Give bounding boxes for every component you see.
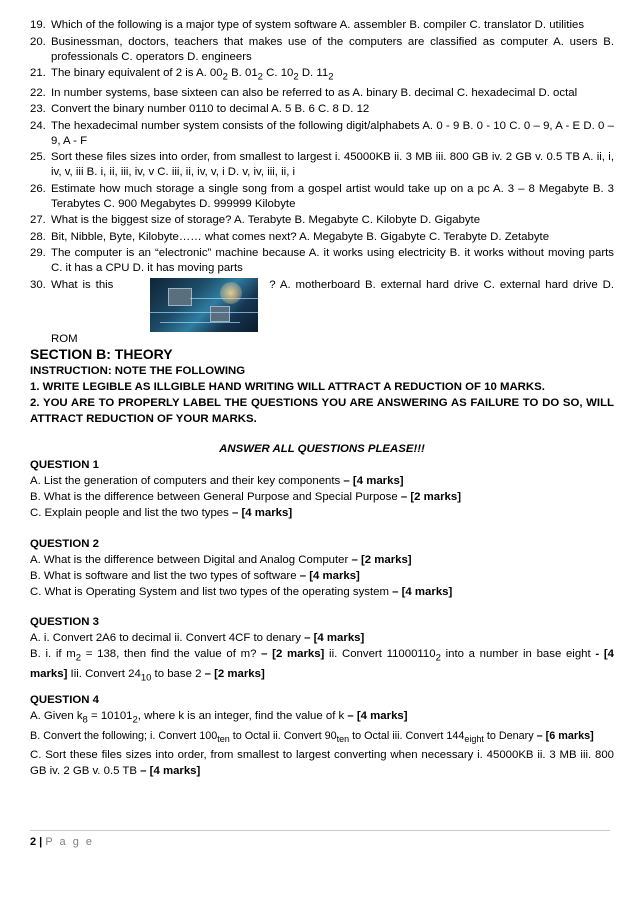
question-21: 21. The binary equivalent of 2 is A. $00_2$ B. $01_2$ C. $10_2$ D. $11_2$ (30, 67, 334, 83)
question-2c: C. What is Operating System and list two types of the operating system – [4 marks] (30, 586, 453, 598)
answer-all-note: ANSWER ALL QUESTIONS PLEASE!!! (219, 443, 425, 455)
question-19: 19. Which of the following is a major type of system software A. assembler B. compiler C. translator D. utilities (30, 19, 585, 31)
question-4c: C. Sort these files sizes into order, from smallest to largest converting when necessary i. 45000KB ii. 3 MB iii. 800 GB iv. 2 GB v. 0.5 TB – [4 marks] (30, 749, 614, 778)
question-1c: C. Explain people and list the two types – [4 marks] (30, 507, 293, 519)
question-2-block (30, 536, 614, 600)
question-29: 29. The computer is an “electronic” machine because A. it works using electricity B. it works without moving parts C. it has a CPU D. it has moving parts (30, 247, 614, 275)
question-heading: QUESTION 4 (30, 694, 99, 706)
question-27: 27. What is the biggest size of storage? A. Terabyte B. Megabyte C. Kilobyte D. Gigabyte (30, 214, 481, 227)
section-title: SECTION B: THEORY (30, 346, 173, 362)
question-22: 22. In number systems, base sixteen can also be referred to as A. binary B. decimal C. hexadecimal D. octal (30, 86, 578, 99)
section-b-header (30, 345, 614, 427)
question-23: 23. Convert the binary number 0110 to decimal A. 5 B. 6 C. 8 D. 12 (30, 103, 370, 116)
chip-shape (210, 306, 230, 322)
question-3a: A. i. Convert 2A6 to decimal ii. Convert 4CF to denary – [4 marks] (30, 632, 365, 644)
question-24: 24. The hexadecimal number system consists of the following digit/alphabets A. 0 - 9 B. 0 - 10 C. 0 – 9, A - E D. 0 – 9, A - F (30, 119, 614, 147)
page-footer (30, 830, 610, 848)
question-1a: A. List the generation of computers and their key components – [4 marks] (30, 475, 404, 487)
instruction-heading: INSTRUCTION: NOTE THE FOLLOWING (30, 365, 246, 377)
question-heading: QUESTION 3 (30, 616, 99, 628)
question-heading: QUESTION 2 (30, 538, 99, 550)
question-28: 28. Bit, Nibble, Byte, Kilobyte…… what comes next? A. Megabyte B. Gigabyte C. Terabyte D. Zetabyte (30, 230, 550, 243)
question-1b: B. What is the difference between General Purpose and Special Purpose – [2 marks] (30, 491, 461, 503)
question-25: 25. Sort these files sizes into order, from smallest to largest i. 45000KB ii. 3 MB iii. 800 GB iv. 2 GB v. 0.5 TB A. ii, i, iv, v, iii B. i, ii, iii, iv, v C. iii, ii, iv, v, i D. v, iv, iii, ii, i (30, 151, 614, 179)
question-2a: A. What is the difference between Digital and Analog Computer – [2 marks] (30, 554, 412, 566)
chip-shape (168, 288, 192, 306)
circuit-trace (150, 312, 258, 313)
motherboard-image (150, 278, 258, 332)
question-4a: A. Given $k_8 = 10101_2$, where k is an integer, find the value of k – [4 marks] (30, 710, 408, 726)
question-heading: QUESTION 1 (30, 459, 99, 471)
question-20: 20. Businessman, doctors, teachers that makes use of the computers are classified as computer A. users B. professionals C. operators D. engineers (30, 35, 614, 63)
instruction-rule-1: 1. WRITE LEGIBLE AS ILLGIBLE HAND WRITING WILL ATTRACT A REDUCTION OF 10 MARKS. (30, 381, 545, 393)
question-30: 30. What is this ? A. motherboard B. external hard drive C. external hard drive D. ROM (30, 278, 614, 345)
question-26: 26. Estimate how much storage a single song from a gospel artist would take up on a pc A. 3 – 8 Megabyte B. 3 Terabytes C. 900 Megabytes D. 999999 Kilobyte (30, 182, 614, 210)
light-glow (220, 282, 242, 304)
page-number: 2 | (30, 836, 43, 848)
question-4-block (30, 692, 614, 779)
question-1-block (30, 457, 614, 521)
instruction-rule-2: 2. YOU ARE TO PROPERLY LABEL THE QUESTIONS YOU ARE ANSWERING AS FAILURE TO DO SO, WILL ATTRACT REDUCTION OF YOUR MARKS. (30, 397, 614, 425)
question-2b: B. What is software and list the two types of software – [4 marks] (30, 570, 360, 582)
circuit-trace (160, 322, 240, 323)
question-3b: B. i. if $m_2 = 138$, then find the value of m? – [2 marks] ii. Convert $11000110_2$ into a number in base eight - [4 marks] Iii. Convert $24_{10}$ to base 2 – [2 marks] (30, 648, 615, 684)
question-4b: B. Convert the following; i. Convert $100_{ten}$ to Octal ii. Convert $90_{ten}$ to Octal iii. Convert $144_{eight}$ to Denary – [6 marks] (30, 730, 594, 745)
question-3-block (30, 614, 614, 687)
objective-questions-list (30, 18, 614, 348)
page-label: P a g e (45, 836, 94, 848)
